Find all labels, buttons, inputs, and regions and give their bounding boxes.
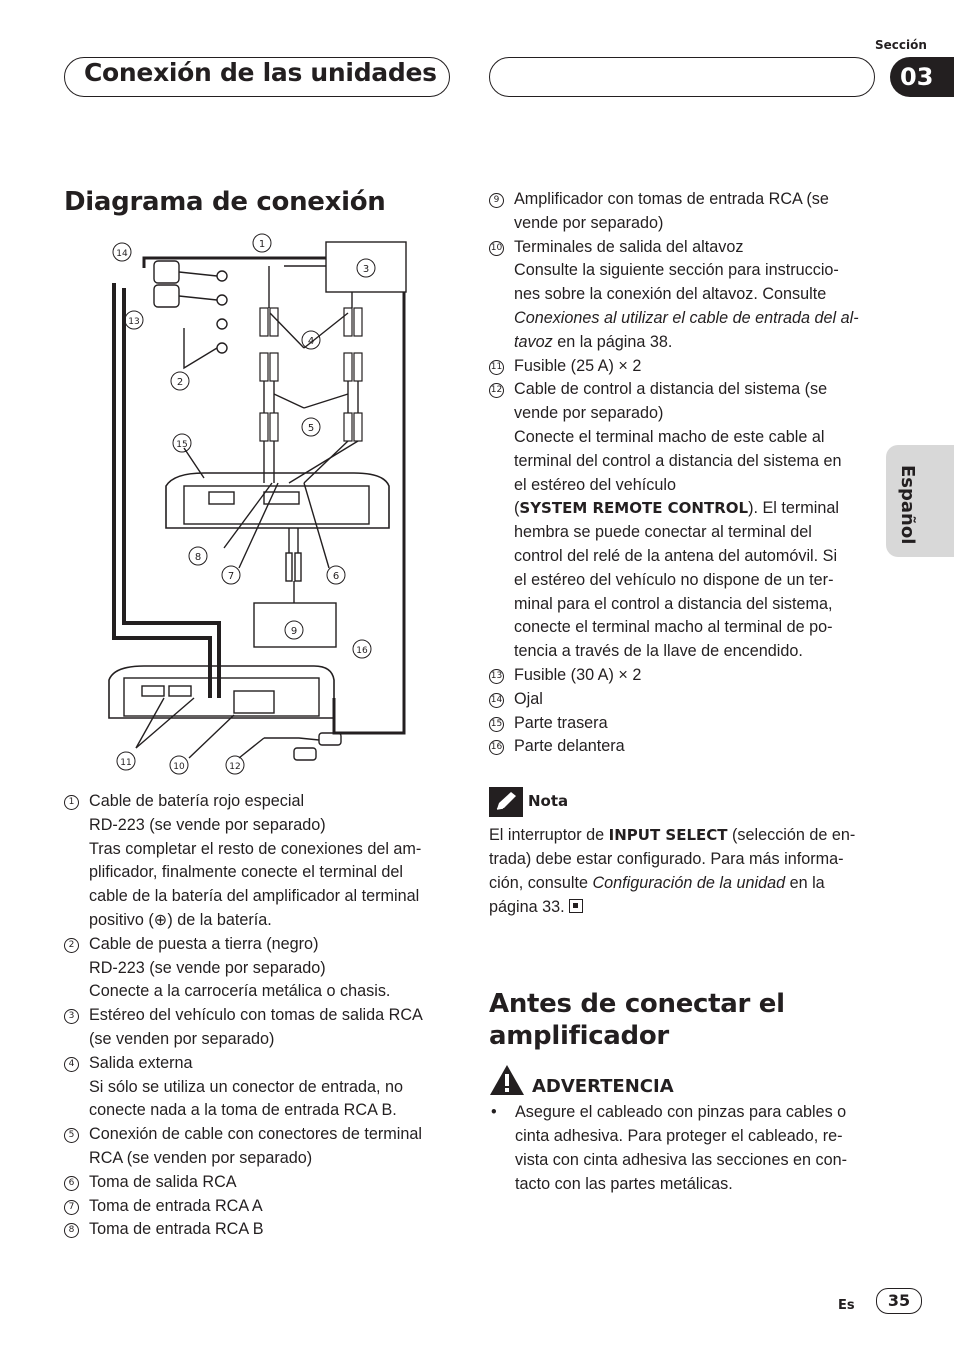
footer-language-code: Es [838, 1298, 855, 1313]
amplifier-box [254, 603, 336, 647]
list-item: 12 Cable de control a distancia del sistema (se vende por separado) Conecte el terminal macho de este cable al terminal del control a distancia del sistema en el estéreo del vehículo (SYSTEM REMOTE CONTROL). El terminal hembra se puede conectar al terminal del control del relé de la antena del automóvil. Si el estéreo del vehículo no dispone de un ter- minal para el control a distancia del sistema, conecte el terminal macho al terminal de po- tencia a través de la llave de encendido. [490, 380, 842, 661]
svg-text:10: 10 [173, 762, 185, 772]
list-item: 8 Toma de entrada RCA B [64, 1218, 459, 1242]
callout-3 [357, 259, 375, 277]
page-title: Conexión de las unidades [84, 58, 437, 87]
callout-9 [285, 621, 303, 639]
list-item: 1 Cable de batería rojo especial RD-223 (se vende por separado) Tras completar el resto de conexiones del am- plificador, finalmente conecte el terminal del cable de la batería del amplificador al terminal positivo (⊕) de la batería. [64, 790, 459, 933]
svg-text:6: 6 [332, 571, 340, 582]
language-label: Español [897, 465, 918, 545]
svg-text:9: 9 [290, 626, 298, 637]
callout-1 [253, 234, 271, 252]
svg-text:14: 14 [116, 249, 128, 259]
svg-text:2: 2 [176, 377, 184, 388]
list-item: 10 Terminales de salida del altavoz Consulte la siguiente sección para instruccio- nes sobre la conexión del altavoz. Consulte Conexiones al utilizar el cable de entrada del al- tavoz en la página 38. [490, 237, 859, 351]
warning-icon [489, 1064, 525, 1096]
list-item: 2 Cable de puesta a tierra (negro) RD-223 (se vende por separado) Conecte a la carrocería metálica o chasis. [64, 933, 459, 1004]
svg-text:16: 16 [356, 646, 368, 656]
callout-4 [302, 331, 320, 349]
warning-title: ADVERTENCIA [532, 1076, 674, 1097]
callout-15 [173, 434, 191, 452]
header-empty-frame [489, 57, 875, 97]
page-number: 35 [876, 1288, 922, 1314]
connection-diagram [104, 228, 414, 788]
list-item: 9 Amplificador con tomas de entrada RCA (se vende por separado) [489, 188, 884, 236]
before-connecting-heading: Antes de conectar el amplificador [489, 989, 785, 1051]
list-item: 11 Fusible (25 A) × 2 [490, 356, 642, 375]
callout-14 [113, 243, 131, 261]
list-item: 6 Toma de salida RCA [64, 1171, 459, 1195]
left-legend-list [64, 790, 459, 1242]
list-item: 7 Toma de entrada RCA A [64, 1195, 459, 1219]
callout-11 [117, 752, 135, 770]
list-item: 15 Parte trasera [490, 713, 608, 732]
list-item: 13 Fusible (30 A) × 2 [490, 665, 642, 684]
list-item: 14 Ojal [490, 689, 543, 708]
svg-text:11: 11 [120, 758, 132, 768]
end-mark-icon [569, 899, 583, 913]
callout-13 [125, 311, 143, 329]
section-number-badge: 03 [890, 57, 954, 97]
note-text: El interruptor de INPUT SELECT (selección de en- trada) debe estar configurado. Para más informa- ción, consulte Configuración de la unidad en la página 33. [489, 826, 856, 916]
callout-10 [170, 756, 188, 774]
right-legend-list [489, 188, 884, 759]
svg-text:7: 7 [227, 571, 235, 582]
svg-text:4: 4 [307, 336, 315, 347]
section-label: Sección [875, 38, 927, 52]
callout-6 [327, 566, 345, 584]
svg-text:8: 8 [194, 552, 202, 563]
callout-5 [302, 418, 320, 436]
svg-text:13: 13 [128, 317, 140, 327]
list-item: 3 Estéreo del vehículo con tomas de salida RCA (se venden por separado) [64, 1004, 459, 1052]
svg-text:5: 5 [307, 423, 315, 434]
svg-text:15: 15 [176, 440, 188, 450]
svg-text:12: 12 [229, 762, 241, 772]
list-item: 16 Parte delantera [490, 737, 625, 756]
callout-8 [189, 547, 207, 565]
callout-7 [222, 566, 240, 584]
list-item: 4 Salida externa Si sólo se utiliza un conector de entrada, no conecte nada a la toma de entrada RCA B. [64, 1052, 459, 1123]
svg-text:1: 1 [258, 239, 266, 250]
bullet-icon: • [491, 1103, 497, 1121]
warning-bullet: • Asegure el cableado con pinzas para cables o cinta adhesiva. Para proteger el cableado, re- vista con cinta adhesiva las secciones en con- tacto con las partes metálicas. [489, 1100, 884, 1196]
callout-16 [353, 640, 371, 658]
callout-2 [171, 372, 189, 390]
note-title: Nota [528, 792, 569, 810]
diagram-heading: Diagrama de conexión [64, 187, 386, 217]
note-icon [489, 787, 523, 817]
svg-text:3: 3 [362, 264, 370, 275]
callout-12 [226, 756, 244, 774]
list-item: 5 Conexión de cable con conectores de terminal RCA (se venden por separado) [64, 1123, 459, 1171]
